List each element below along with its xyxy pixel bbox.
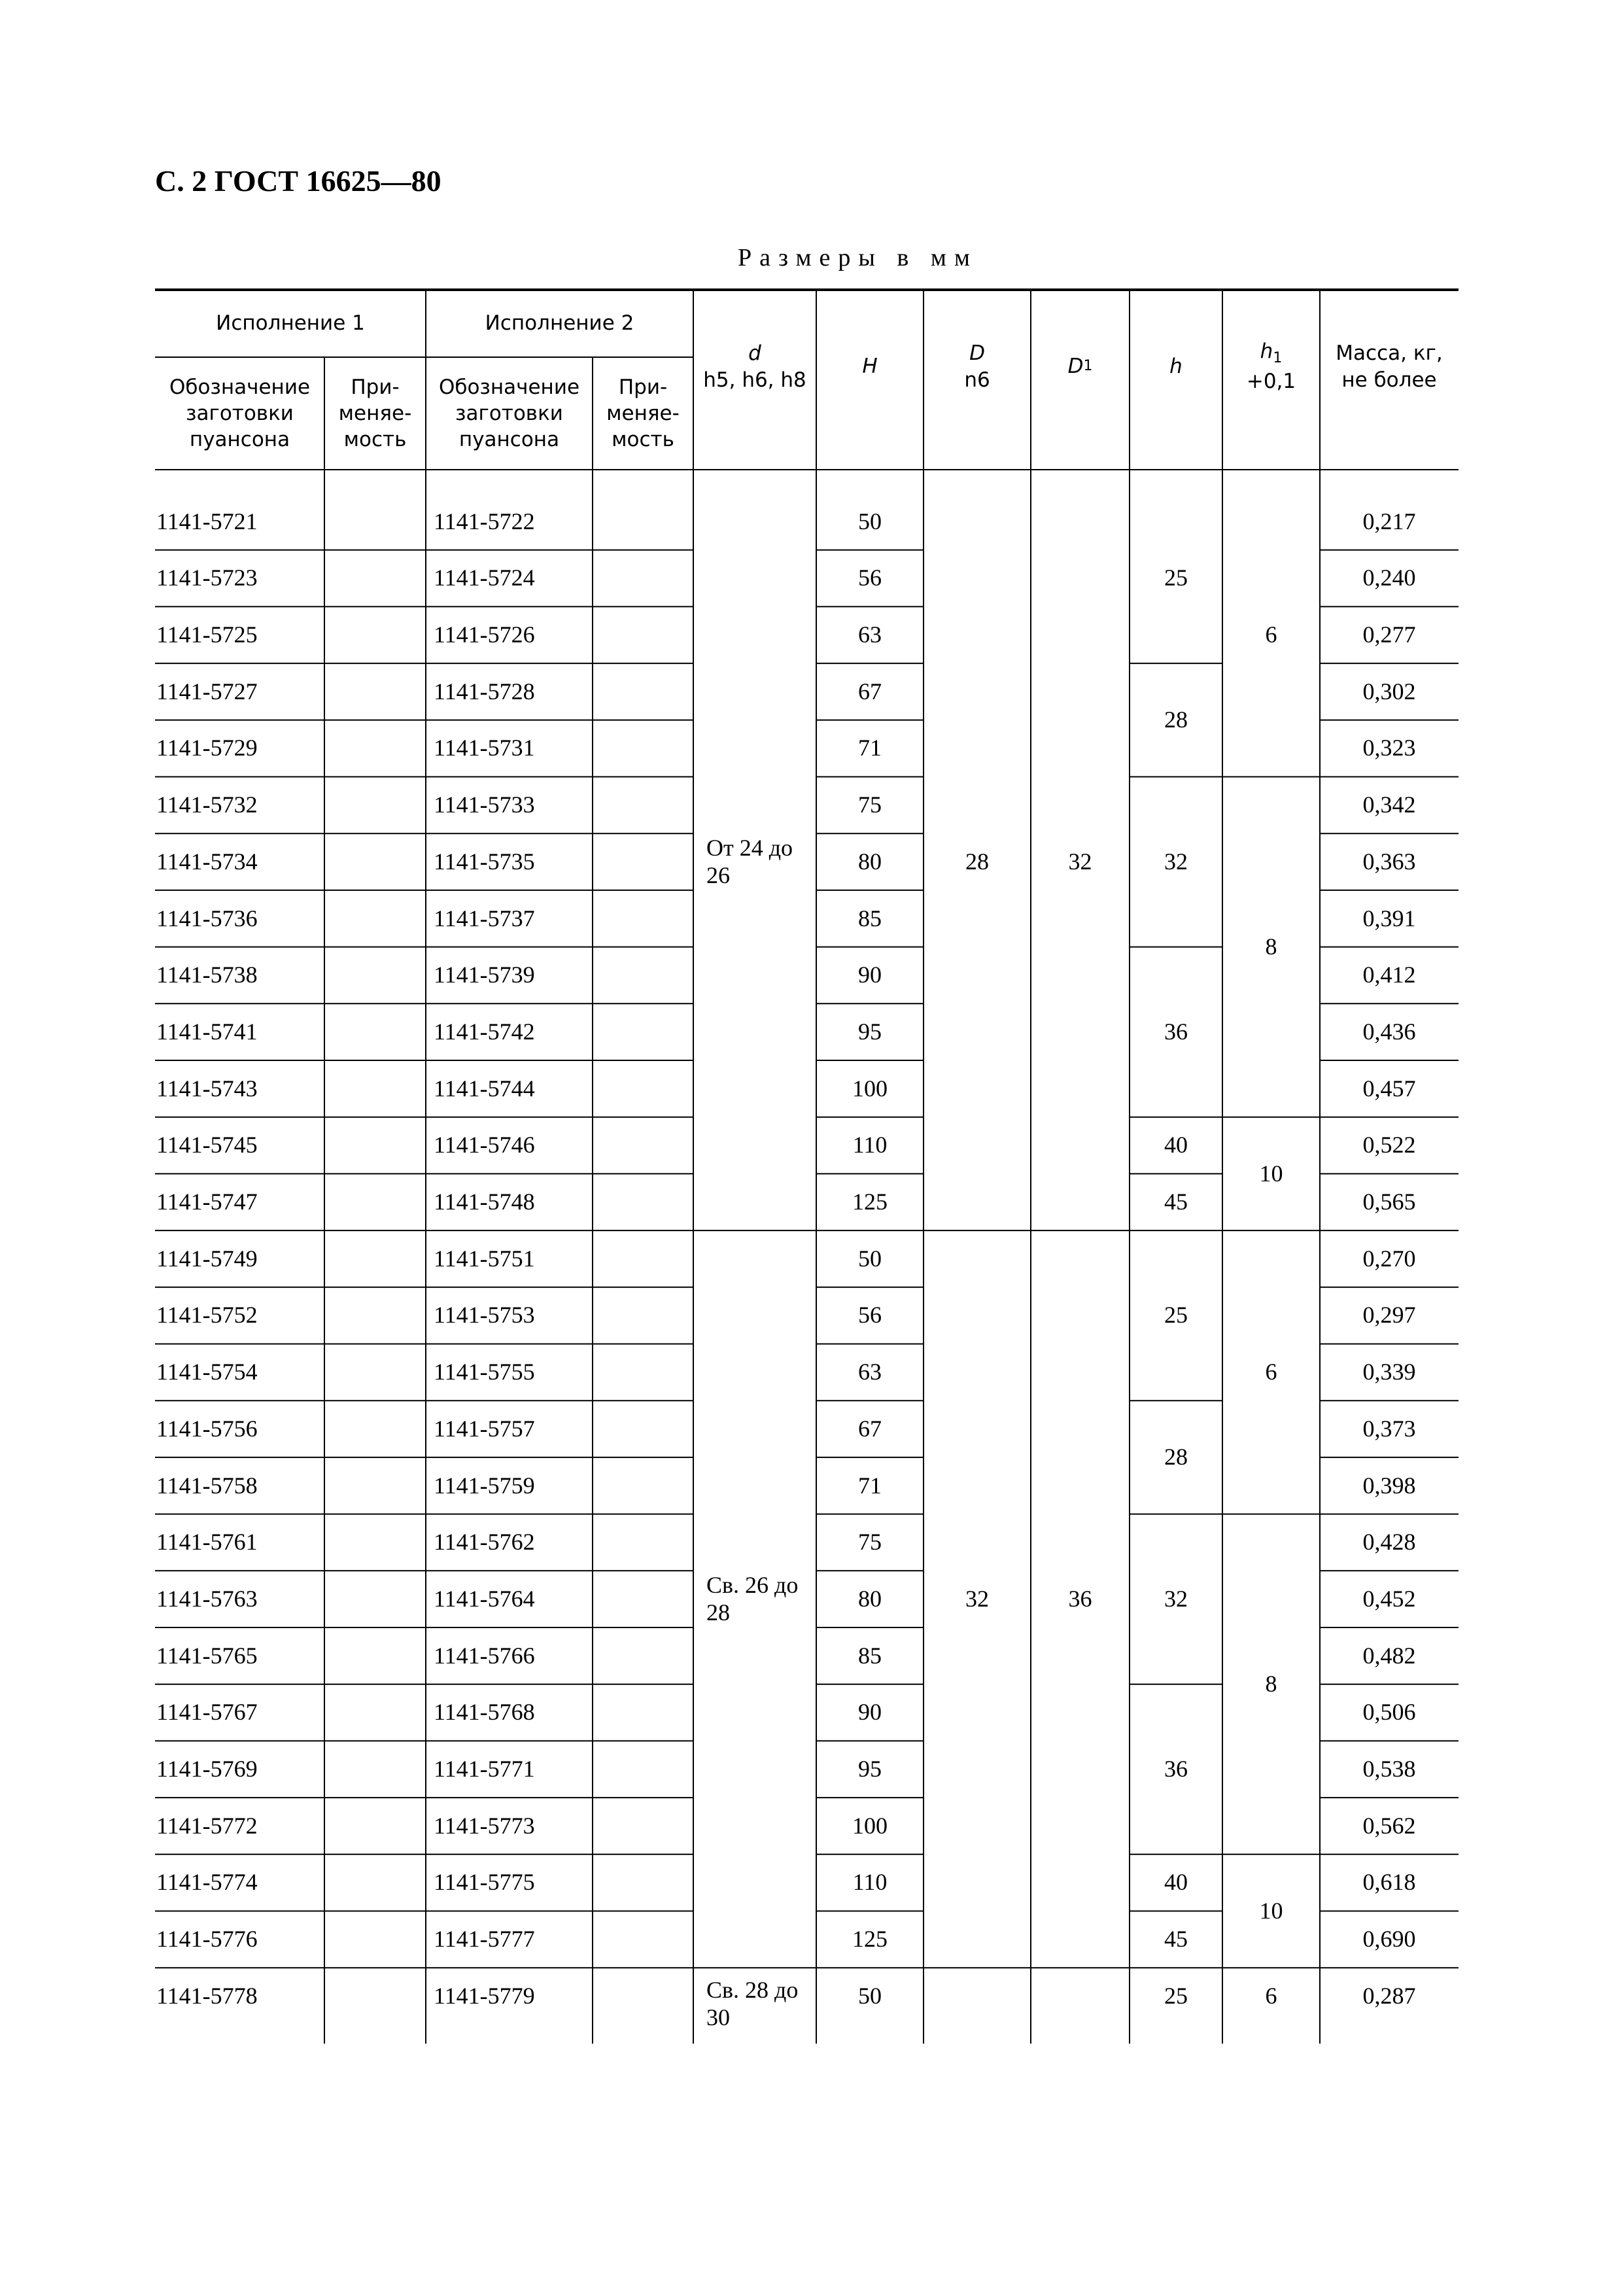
header-mass: Масса, кг, не более: [1336, 341, 1443, 392]
table-row-mass: 0,342: [1362, 791, 1416, 818]
table-row-exec1-designation: 1141-5723: [156, 565, 258, 591]
table-row-exec1-designation: 1141-5736: [156, 905, 258, 931]
table-row-exec1-designation: 1141-5763: [156, 1585, 258, 1612]
group-h-value: 25: [1164, 1982, 1188, 2009]
table-row-exec2-designation: 1141-5779: [434, 1982, 535, 2009]
table-row-exec2-designation: 1141-5742: [434, 1018, 535, 1045]
header-D1: [1031, 290, 1130, 470]
table-row-exec2-designation: 1141-5768: [434, 1699, 535, 1726]
table-row-mass: 0,506: [1362, 1699, 1416, 1726]
table-row-H: 80: [858, 1585, 882, 1612]
table-row-H: 125: [852, 1189, 888, 1215]
table-row-mass: 0,522: [1362, 1132, 1416, 1158]
table-row-exec1-designation: 1141-5741: [156, 1018, 258, 1045]
table-row-H: 110: [852, 1869, 888, 1896]
group-h-value: 45: [1164, 1189, 1188, 1215]
table-row-exec2-designation: 1141-5735: [434, 848, 535, 875]
table-row-mass: 0,452: [1362, 1585, 1416, 1612]
header-D-fit: n6: [964, 368, 990, 392]
table-row-mass: 0,565: [1362, 1189, 1416, 1215]
group-D1-value: [1031, 1968, 1130, 2025]
table-row-H: 56: [858, 1302, 882, 1329]
header-H: H: [862, 355, 878, 379]
table-row-exec2-designation: 1141-5751: [434, 1245, 535, 1272]
table-row-exec2-designation: 1141-5762: [434, 1529, 535, 1556]
table-row-exec2-designation: 1141-5757: [434, 1415, 535, 1442]
group-h-value: 32: [1164, 1585, 1188, 1612]
table-row-H: 80: [858, 848, 882, 875]
table-row-mass: 0,538: [1362, 1756, 1416, 1783]
table-row-exec1-designation: 1141-5721: [156, 508, 258, 534]
table-row-exec2-designation: 1141-5737: [434, 905, 535, 931]
table-row-exec1-designation: 1141-5752: [156, 1302, 258, 1329]
page-title: С. 2 ГОСТ 16625—80: [155, 164, 441, 198]
table-row-mass: 0,436: [1362, 1018, 1416, 1045]
table-row-exec2-designation: 1141-5722: [434, 508, 535, 534]
table-row-exec1-designation: 1141-5761: [156, 1529, 258, 1556]
table-row-exec2-designation: 1141-5773: [434, 1812, 535, 1839]
group-h-value: 40: [1164, 1132, 1188, 1158]
table-row-exec1-designation: 1141-5749: [156, 1245, 258, 1272]
table-row-mass: 0,398: [1362, 1472, 1416, 1499]
group-D-value: 32: [965, 1585, 989, 1612]
table-row-exec1-designation: 1141-5747: [156, 1189, 258, 1215]
table-row-exec1-designation: 1141-5772: [156, 1812, 258, 1839]
table-row-mass: 0,217: [1362, 508, 1416, 534]
group-h1-value: 8: [1265, 1670, 1277, 1697]
table-row-H: 63: [858, 621, 882, 648]
table-row-H: 90: [858, 962, 882, 988]
table-row-exec1-designation: 1141-5774: [156, 1869, 258, 1896]
table-row-mass: 0,562: [1362, 1812, 1416, 1839]
table-row-exec2-designation: 1141-5728: [434, 678, 535, 704]
table-row-exec2-designation: 1141-5726: [434, 621, 535, 648]
table-row-H: 50: [858, 1982, 882, 2009]
header-D-symbol: D: [969, 341, 985, 366]
table-row-exec2-designation: 1141-5764: [434, 1585, 535, 1612]
table-row-mass: 0,618: [1362, 1869, 1416, 1896]
table-row-H: 95: [858, 1018, 882, 1045]
table-row-exec1-designation: 1141-5732: [156, 791, 258, 818]
header-h1-index: 1: [1273, 350, 1283, 367]
table-row-exec1-designation: 1141-5727: [156, 678, 258, 704]
group-D1-value: 36: [1068, 1585, 1092, 1612]
header-h1-tolerance: +0,1: [1246, 370, 1296, 394]
table-row-mass: 0,302: [1362, 678, 1416, 704]
table-row-H: 90: [858, 1699, 882, 1726]
table-row-mass: 0,457: [1362, 1075, 1416, 1102]
table-row-H: 63: [858, 1359, 882, 1385]
table-row-exec1-designation: 1141-5734: [156, 848, 258, 875]
group-D-value: 28: [965, 848, 989, 875]
header-d-symbol: d: [748, 341, 761, 366]
table-row-exec1-designation: 1141-5729: [156, 735, 258, 761]
table-row-exec2-designation: 1141-5777: [434, 1926, 535, 1953]
table-row-exec2-designation: 1141-5744: [434, 1075, 535, 1102]
header-h1-symbol: h: [1260, 339, 1273, 364]
table-row-exec1-designation: 1141-5743: [156, 1075, 258, 1102]
group-d-range: От 24 до 26: [706, 835, 793, 888]
table-row-exec2-designation: 1141-5766: [434, 1642, 535, 1669]
group-h-value: 28: [1164, 706, 1188, 733]
table-row-H: 100: [852, 1812, 888, 1839]
table-row-exec2-designation: 1141-5748: [434, 1189, 535, 1215]
table-row-H: 95: [858, 1756, 882, 1783]
table-row-H: 75: [858, 1529, 882, 1556]
table-row-mass: 0,240: [1362, 565, 1416, 591]
header-h1: [1222, 290, 1320, 470]
table-row-exec2-designation: 1141-5771: [434, 1756, 535, 1783]
table-row-exec1-designation: 1141-5738: [156, 962, 258, 988]
group-h1-value: 10: [1259, 1897, 1283, 1924]
header-d-tolerance: h5, h6, h8: [703, 368, 806, 392]
table-row-H: 67: [858, 678, 882, 704]
table-row-exec2-designation: 1141-5755: [434, 1359, 535, 1385]
table-row-H: 67: [858, 1415, 882, 1442]
group-h1-value: 6: [1265, 1982, 1277, 2009]
table-row-exec1-designation: 1141-5758: [156, 1472, 258, 1499]
group-h-value: 25: [1164, 565, 1188, 591]
header-designation-2: Обозначение заготовки пуансона: [438, 375, 580, 452]
table-row-H: 100: [852, 1075, 888, 1102]
group-d-range: Св. 28 до 30: [706, 1977, 799, 2030]
header-execution-1: Исполнение 1: [216, 311, 365, 336]
header-d: [693, 290, 816, 470]
group-D-value: [924, 1968, 1031, 2025]
table-row-mass: 0,270: [1362, 1245, 1416, 1272]
table-row-H: 85: [858, 905, 882, 931]
table-row-exec2-designation: 1141-5724: [434, 565, 535, 591]
header-applicability-1: При- меняе- мость: [338, 375, 412, 452]
table-row-H: 110: [852, 1132, 888, 1158]
group-h1-value: 6: [1265, 621, 1277, 648]
table-row-exec1-designation: 1141-5725: [156, 621, 258, 648]
group-h1-value: 10: [1259, 1160, 1283, 1187]
table-row-H: 125: [852, 1926, 888, 1953]
group-h1-value: 6: [1265, 1359, 1277, 1385]
group-h-value: 32: [1164, 848, 1188, 875]
table-row-exec1-designation: 1141-5776: [156, 1926, 258, 1953]
header-h: h: [1169, 355, 1183, 379]
table-row-H: 85: [858, 1642, 882, 1669]
table-row-mass: 0,482: [1362, 1642, 1416, 1669]
table-row-mass: 0,373: [1362, 1415, 1416, 1442]
table-row-exec2-designation: 1141-5733: [434, 791, 535, 818]
table-row-mass: 0,339: [1362, 1359, 1416, 1385]
units-caption: Размеры в мм: [738, 244, 978, 271]
table-row-mass: 0,323: [1362, 735, 1416, 761]
table-row-exec2-designation: 1141-5739: [434, 962, 535, 988]
header-applicability-2: При- меняе- мость: [606, 375, 680, 452]
group-h-value: 28: [1164, 1444, 1188, 1470]
group-d-range: Св. 26 до 28: [706, 1572, 799, 1626]
table-row-exec1-designation: 1141-5756: [156, 1415, 258, 1442]
table-row-mass: 0,277: [1362, 621, 1416, 648]
table-row-exec2-designation: 1141-5759: [434, 1472, 535, 1499]
group-h-value: 40: [1164, 1869, 1188, 1896]
header-execution-2: Исполнение 2: [485, 311, 634, 336]
group-h-value: 36: [1164, 1018, 1188, 1045]
group-h-value: 36: [1164, 1756, 1188, 1783]
group-h-value: 25: [1164, 1302, 1188, 1329]
table-row-exec1-designation: 1141-5754: [156, 1359, 258, 1385]
table-row-mass: 0,690: [1362, 1926, 1416, 1953]
table-row-exec2-designation: 1141-5753: [434, 1302, 535, 1329]
table-row-mass: 0,412: [1362, 962, 1416, 988]
header-D1-index: 1: [1083, 358, 1093, 375]
table-row-H: 71: [858, 1472, 882, 1499]
table-row-exec2-designation: 1141-5731: [434, 735, 535, 761]
table-row-exec1-designation: 1141-5767: [156, 1699, 258, 1726]
table-row-exec1-designation: 1141-5745: [156, 1132, 258, 1158]
table-row-mass: 0,297: [1362, 1302, 1416, 1329]
table-row-mass: 0,391: [1362, 905, 1416, 931]
group-D1-value: 32: [1068, 848, 1092, 875]
group-h1-value: 8: [1265, 933, 1277, 960]
table-row-H: 50: [858, 508, 882, 534]
header-D: [924, 290, 1031, 470]
table-row-mass: 0,363: [1362, 848, 1416, 875]
table-row-H: 75: [858, 791, 882, 818]
table-row-H: 56: [858, 565, 882, 591]
table-row-exec1-designation: 1141-5778: [156, 1982, 258, 2009]
table-row-exec1-designation: 1141-5769: [156, 1756, 258, 1783]
table-row-exec2-designation: 1141-5775: [434, 1869, 535, 1896]
header-D1-symbol: D: [1067, 355, 1084, 379]
table-row-exec2-designation: 1141-5746: [434, 1132, 535, 1158]
table-row-mass: 0,428: [1362, 1529, 1416, 1556]
table-row-mass: 0,287: [1362, 1982, 1416, 2009]
header-designation-1: Обозначение заготовки пуансона: [169, 375, 311, 452]
group-h-value: 45: [1164, 1926, 1188, 1953]
table-row-H: 71: [858, 735, 882, 761]
table-row-exec1-designation: 1141-5765: [156, 1642, 258, 1669]
table-row-H: 50: [858, 1245, 882, 1272]
